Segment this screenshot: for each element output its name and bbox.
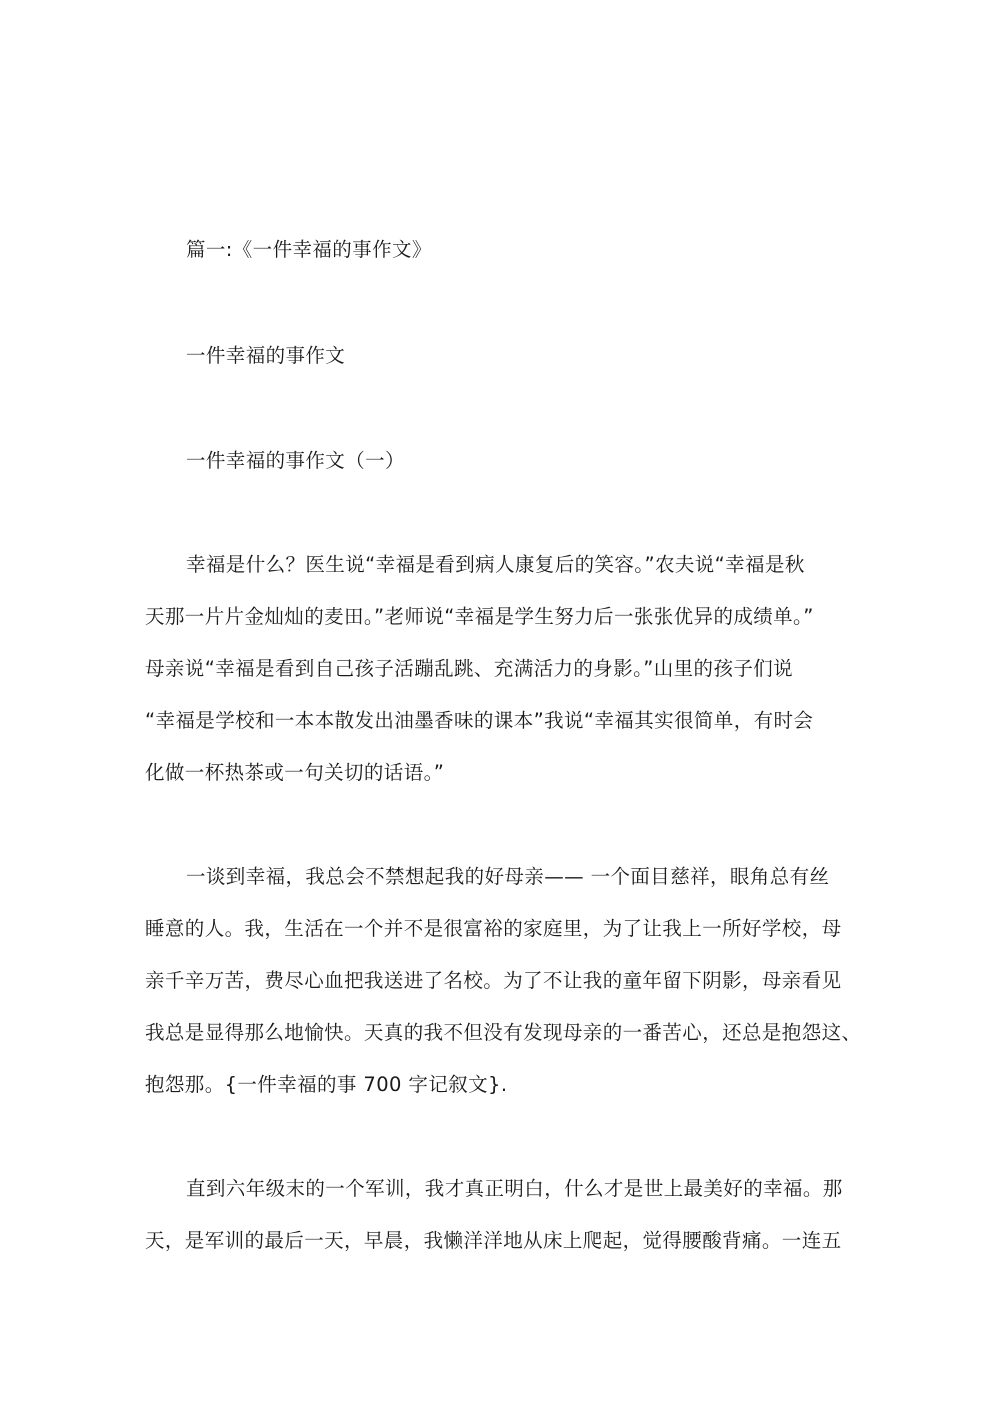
paragraph-line: 母亲说“幸福是看到自己孩子活蹦乱跳、充满活力的身影。”山里的孩子们说 xyxy=(145,657,794,680)
section-heading: 篇一:《一件幸福的事作文》 xyxy=(186,238,432,261)
paragraph-line: “幸福是学校和一本本散发出油墨香味的课本”我说“幸福其实很简单，有时会 xyxy=(145,709,814,732)
paragraph-line: 天，是军训的最后一天，早晨，我懒洋洋地从床上爬起，觉得腰酸背痛。一连五 xyxy=(145,1229,842,1252)
paragraph-line: 化做一杯热茶或一句关切的话语。” xyxy=(145,761,445,784)
paragraph-line: 幸福是什么？医生说“幸福是看到病人康复后的笑容。”农夫说“幸福是秋 xyxy=(186,553,805,576)
paragraph-line: 我总是显得那么地愉快。天真的我不但没有发现母亲的一番苦心，还总是抱怨这、 xyxy=(145,1021,862,1044)
paragraph-line: 直到六年级末的一个军训，我才真正明白，什么才是世上最美好的幸福。那 xyxy=(186,1177,843,1200)
paragraph-line: 天那一片片金灿灿的麦田。”老师说“幸福是学生努力后一张张优异的成绩单。” xyxy=(145,605,814,628)
essay-title: 一件幸福的事作文 xyxy=(186,344,346,367)
paragraph-line: 一谈到幸福，我总会不禁想起我的好母亲—— 一个面目慈祥，眼角总有丝 xyxy=(186,865,830,888)
paragraph-line: 抱怨那。{一件幸福的事 700 字记叙文}. xyxy=(145,1073,508,1096)
paragraph-line: 睡意的人。我，生活在一个并不是很富裕的家庭里，为了让我上一所好学校，母 xyxy=(145,917,842,940)
paragraph-line: 亲千辛万苦，费尽心血把我送进了名校。为了不让我的童年留下阴影，母亲看见 xyxy=(145,969,842,992)
essay-subtitle: 一件幸福的事作文（一） xyxy=(186,449,405,472)
